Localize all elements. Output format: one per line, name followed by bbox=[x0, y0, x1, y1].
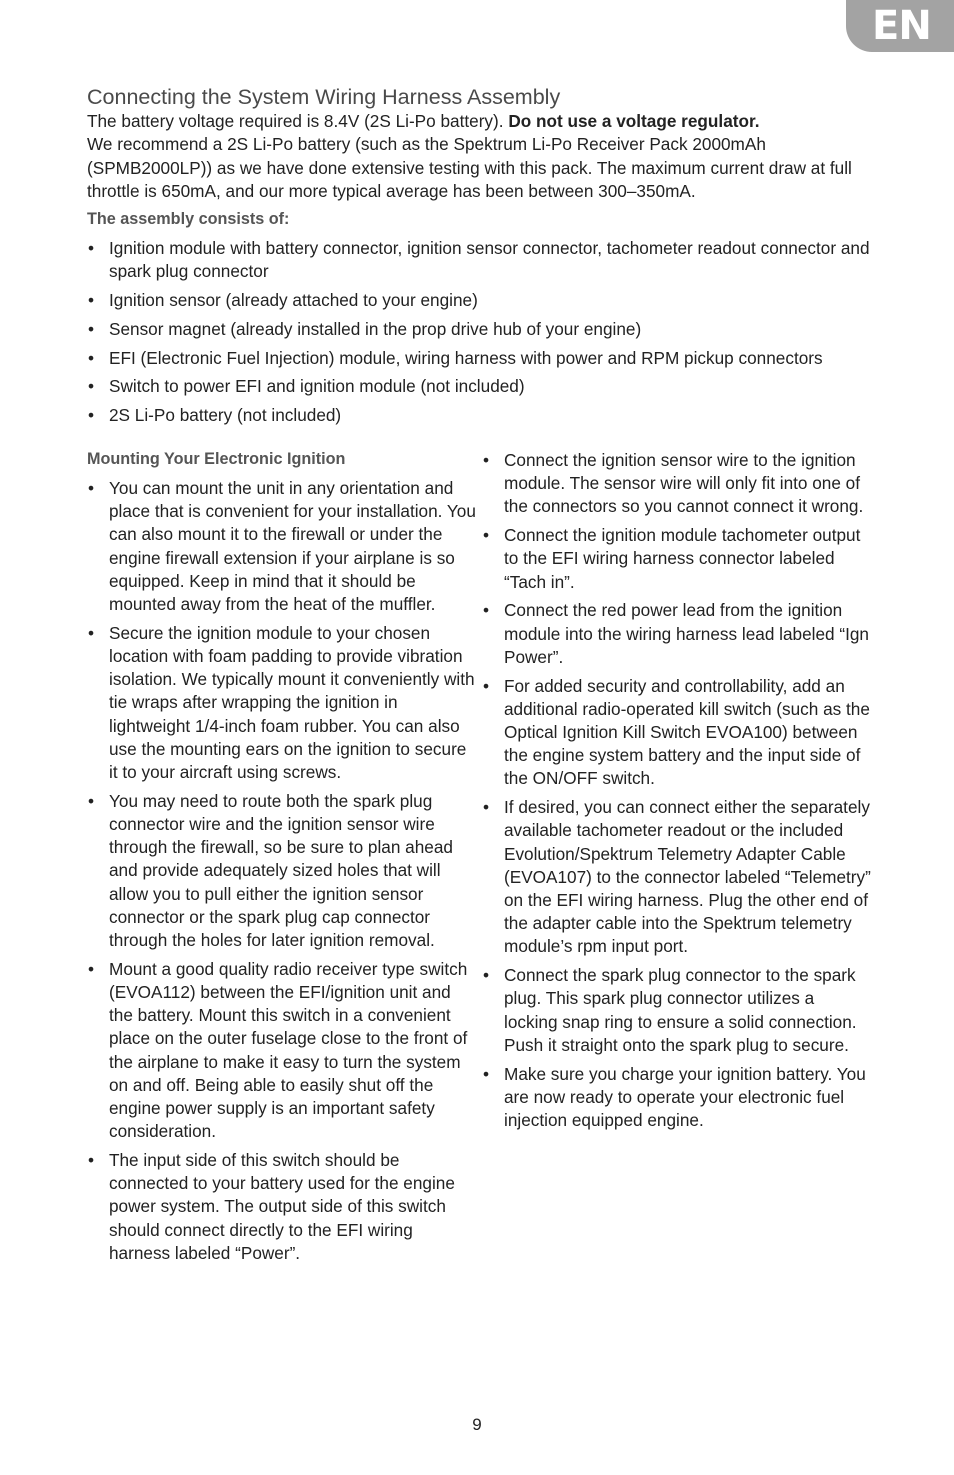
intro-warning: Do not use a voltage regulator. bbox=[508, 111, 760, 131]
mounting-heading: Mounting Your Electronic Ignition bbox=[87, 450, 346, 468]
list-item: • Sensor magnet (already installed in the prop drive hub of your engine) bbox=[87, 318, 877, 341]
mounting-section bbox=[87, 448, 477, 1271]
list-item: • Connect the red power lead from the ignition module into the wiring harness lead labeled “Ign Power”. bbox=[482, 599, 872, 669]
assembly-list bbox=[87, 237, 877, 433]
connections-section bbox=[482, 449, 872, 1138]
list-item: • Ignition sensor (already attached to your engine) bbox=[87, 289, 877, 312]
list-item: • Connect the ignition sensor wire to the ignition module. The sensor wire will only fit into one of the connectors so you cannot connect it wrong. bbox=[482, 449, 872, 519]
list-item: • Mount a good quality radio receiver type switch (EVOA112) between the EFI/ignition unit and the battery. Mount this switch in a convenient place on the outer fuselage close to the front of the airplane to make it easy to turn the system on and off. Being able to easily shut off the engine power supply is an important safety consideration. bbox=[87, 958, 477, 1144]
list-item: • You can mount the unit in any orientation and place that is convenient for your installation. You can also mount it to the firewall or under the engine firewall extension if your airplane is so equipped. Keep in mind that it should be mounted away from the heat of the muffler. bbox=[87, 477, 477, 616]
list-item: • Connect the ignition module tachometer output to the EFI wiring harness connector labeled “Tach in”. bbox=[482, 524, 872, 594]
list-item: • Make sure you charge your ignition battery. You are now ready to operate your electronic fuel injection equipped engine. bbox=[482, 1063, 872, 1133]
assembly-heading: The assembly consists of: bbox=[87, 210, 290, 228]
list-item: • Connect the spark plug connector to the spark plug. This spark plug connector utilizes a locking snap ring to ensure a solid connection. Push it straight onto the spark plug to secure. bbox=[482, 964, 872, 1057]
list-item: • You may need to route both the spark plug connector wire and the ignition sensor wire through the firewall, so be sure to plan ahead and provide adequately sized holes that will allow you to pull either the ignition sensor connector or the spark plug cap connector through the holes for later ignition removal. bbox=[87, 790, 477, 952]
list-item: • 2S Li-Po battery (not included) bbox=[87, 404, 877, 427]
page-number: 9 bbox=[472, 1415, 482, 1434]
list-item: • Switch to power EFI and ignition module (not included) bbox=[87, 375, 877, 398]
list-item: • Secure the ignition module to your chosen location with foam padding to provide vibration isolation. We typically mount it conveniently with tie wraps after wrapping the ignition in lightweight 1/4-inch foam rubber. You can also use the mounting ears on the ignition to secure it to your aircraft using screws. bbox=[87, 622, 477, 784]
intro-text: The battery voltage required is 8.4V (2S Li-Po battery). bbox=[87, 111, 509, 131]
list-item: • Ignition module with battery connector, ignition sensor connector, tachometer readout connector and spark plug connector bbox=[87, 237, 877, 283]
page-title: Connecting the System Wiring Harness Assembly bbox=[87, 85, 561, 109]
intro-recommendation: We recommend a 2S Li-Po battery (such as the Spektrum Li-Po Receiver Pack 2000mAh (SPMB2000LP)) as we have done extensive testing with this pack. The maximum current draw at full throttle is 650mA, and our more typical average has been between 300–350mA. bbox=[87, 134, 852, 201]
connections-list bbox=[482, 449, 872, 1132]
language-tab: EN bbox=[846, 0, 954, 52]
mounting-list bbox=[87, 477, 477, 1265]
list-item: • If desired, you can connect either the separately available tachometer readout or the included Evolution/Spektrum Telemetry Adapter Cable (EVOA107) to the connector labeled “Telemetry” on the EFI wiring harness. Plug the other end of the adapter cable into the Spektrum telemetry module’s rpm input port. bbox=[482, 796, 872, 958]
list-item: • EFI (Electronic Fuel Injection) module, wiring harness with power and RPM pickup connectors bbox=[87, 347, 877, 370]
list-item: • The input side of this switch should be connected to your battery used for the engine power system. The output side of this switch should connect directly to the EFI wiring harness labeled “Power”. bbox=[87, 1149, 477, 1265]
list-item: • For added security and controllability, add an additional radio-operated kill switch (such as the Optical Ignition Kill Switch EVOA100) between the engine system battery and the input side of the ON/OFF switch. bbox=[482, 675, 872, 791]
intro-paragraph bbox=[87, 110, 877, 203]
